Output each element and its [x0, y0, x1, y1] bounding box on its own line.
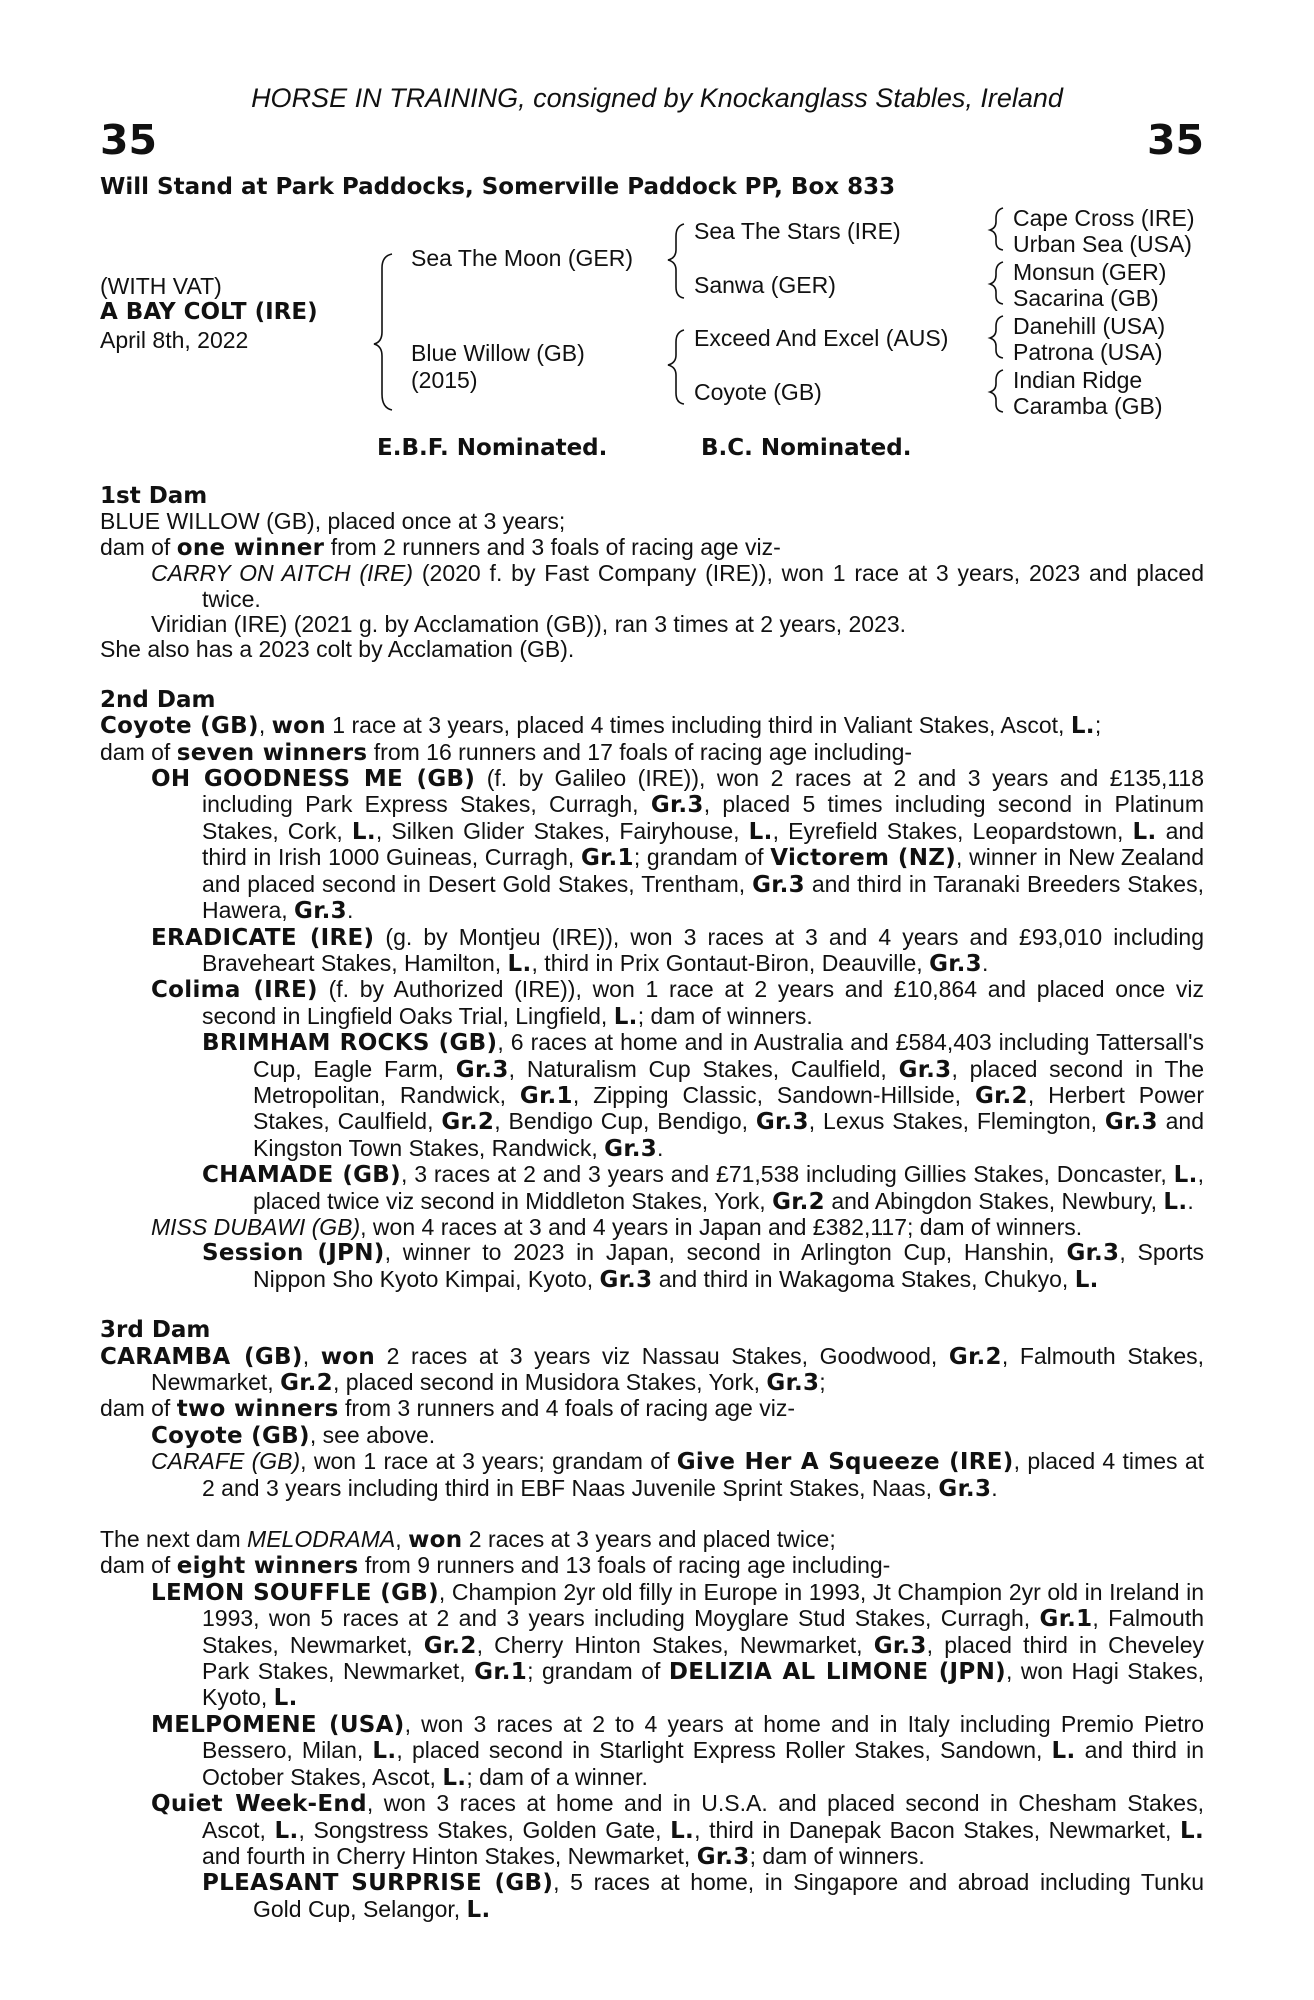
ped-sacarina: Sacarina (GB)	[1013, 285, 1159, 311]
first-dam-produce-summary: dam of one winner from 2 runners and 3 foals of racing age viz-	[100, 533, 781, 561]
ped-urban-sea: Urban Sea (USA)	[1013, 231, 1192, 257]
stand-location: Will Stand at Park Paddocks, Somerville Paddock PP, Box 833	[100, 174, 896, 200]
third-dam-heading: 3rd Dam	[100, 1317, 211, 1344]
second-dam-heading: 2nd Dam	[100, 686, 216, 713]
dam-sire: Exceed And Excel (AUS)	[694, 325, 949, 351]
catalogue-body	[100, 484, 1204, 1923]
bc-nominated: B.C. Nominated.	[701, 435, 912, 461]
second-dam-produce-summary: dam of seven winners from 16 runners and 17 foals of racing age including-	[100, 738, 913, 766]
lot-number-right: 35	[1146, 116, 1204, 164]
dam: Blue Willow (GB)	[411, 340, 585, 366]
sire: Sea The Moon (GER)	[411, 245, 634, 271]
dam-year: (2015)	[411, 367, 478, 393]
next-dam-melodrama: The next dam MELODRAMA, won 2 races at 3 years and placed twice;	[100, 1526, 836, 1554]
ebf-nominated: E.B.F. Nominated.	[377, 435, 608, 461]
produce-session: Session (JPN), winner to 2023 in Japan, second in Arlington Cup, Hanshin, Gr.3, Sports Nippon Sho Kyoto Kimpai, Kyoto, Gr.3 and third in Wakagoma Stakes, Chukyo, L.	[202, 1239, 1204, 1293]
produce-lemon-souffle: LEMON SOUFFLE (GB), Champion 2yr old filly in Europe in 1993, Jt Champion 2yr old in Ireland in 1993, won 5 races at 2 and 3 years including Moyglare Stud Stakes, Curragh, Gr.1, Falmouth Stakes, Newmarket, Gr.2, Cherry Hinton Stakes, Newmarket, Gr.3, placed third in Cheveley Park Stakes, Newmarket, Gr.1; grandam of DELIZIA AL LIMONE (JPN), won Hagi Stakes, Kyoto, L.	[151, 1578, 1205, 1712]
first-dam-also: She also has a 2023 colt by Acclamation (GB).	[100, 636, 575, 663]
third-dam-caramba: CARAMBA (GB), won 2 races at 3 years viz Nassau Stakes, Goodwood, Gr.2, Falmouth Stakes, Newmarket, Gr.2, placed second in Musidora Stakes, York, Gr.3;	[100, 1342, 1205, 1396]
consignor-header: HORSE IN TRAINING, consigned by Knockanglass Stables, Ireland	[251, 83, 1063, 113]
ped-danehill: Danehill (USA)	[1013, 313, 1166, 339]
next-dam-produce-summary: dam of eight winners from 9 runners and 13 foals of racing age including-	[100, 1552, 891, 1580]
ped-monsun: Monsun (GER)	[1013, 259, 1167, 285]
ped-caramba: Caramba (GB)	[1013, 393, 1163, 419]
horse-name: A BAY COLT (IRE)	[100, 299, 318, 325]
lot-number-left: 35	[100, 116, 158, 164]
produce-eradicate: ERADICATE (IRE) (g. by Montjeu (IRE)), won 3 races at 3 and 4 years and £93,010 including Braveheart Stakes, Hamilton, L., third in Prix Gontaut-Biron, Deauville, Gr.3.	[151, 923, 1204, 977]
sire-dam: Sanwa (GER)	[694, 272, 836, 298]
ped-patrona: Patrona (USA)	[1013, 339, 1163, 365]
ped-indian-ridge: Indian Ridge	[1013, 367, 1143, 393]
produce-chamade: CHAMADE (GB), 3 races at 2 and 3 years and £71,538 including Gillies Stakes, Doncaster, L., placed twice viz second in Middleton Stakes, York, Gr.2 and Abingdon Stakes, Newbury, L..	[202, 1161, 1204, 1215]
produce-quiet-week-end: Quiet Week-End, won 3 races at home and in U.S.A. and placed second in Chesham Stakes, Ascot, L., Songstress Stakes, Golden Gate, L., third in Danepak Bacon Stakes, Newmarket, L. and fourth in Cherry Hinton Stakes, Newmarket, Gr.3; dam of winners.	[151, 1790, 1204, 1870]
ped-cape-cross: Cape Cross (IRE)	[1013, 205, 1195, 231]
produce-coyote: Coyote (GB), see above.	[151, 1421, 436, 1449]
produce-melpomene: MELPOMENE (USA), won 3 races at 2 to 4 years at home and in Italy including Premio Pietro Bessero, Milan, L., placed second in Starlight Express Roller Stakes, Sandown, L. and third in October Stakes, Ascot, L.; dam of a winner.	[151, 1710, 1204, 1791]
second-dam-coyote: Coyote (GB), won 1 race at 3 years, placed 4 times including third in Valiant Stakes, Ascot, L.;	[100, 712, 1102, 740]
produce-carafe: CARAFE (GB), won 1 race at 3 years; grandam of Give Her A Squeeze (IRE), placed 4 times at 2 and 3 years including third in EBF Naas Juvenile Sprint Stakes, Naas, Gr.3.	[151, 1448, 1204, 1502]
produce-viridian: Viridian (IRE) (2021 g. by Acclamation (GB)), ran 3 times at 2 years, 2023.	[151, 611, 907, 638]
foaling-date: April 8th, 2022	[100, 327, 249, 353]
first-dam-heading: 1st Dam	[100, 483, 208, 509]
produce-oh-goodness-me: OH GOODNESS ME (GB) (f. by Galileo (IRE)), won 2 races at 2 and 3 years and £135,118 including Park Express Stakes, Curragh, Gr.3, placed 5 times including second in Platinum Stakes, Cork, L., Silken Glider Stakes, Fairyhouse, L., Eyrefield Stakes, Leopardstown, L. and third in Irish 1000 Guineas, Curragh, Gr.1; grandam of Victorem (NZ), winner in New Zealand and placed second in Desert Gold Stakes, Trentham, Gr.3 and third in Taranaki Breeders Stakes, Hawera, Gr.3.	[151, 765, 1205, 925]
sire-sire: Sea The Stars (IRE)	[694, 218, 901, 244]
vat-note: (WITH VAT)	[100, 273, 222, 299]
produce-brimham-rocks: BRIMHAM ROCKS (GB), 6 races at home and in Australia and £584,403 including Tattersall's Cup, Eagle Farm, Gr.3, Naturalism Cup Stakes, Caulfield, Gr.3, placed second in The Metropolitan, Randwick, Gr.1, Zipping Classic, Sandown-Hillside, Gr.2, Herbert Power Stakes, Caulfield, Gr.2, Bendigo Cup, Bendigo, Gr.3, Lexus Stakes, Flemington, Gr.3 and Kingston Town Stakes, Randwick, Gr.3.	[202, 1029, 1205, 1162]
produce-miss-dubawi: MISS DUBAWI (GB), won 4 races at 3 and 4 years in Japan and £382,117; dam of winners.	[151, 1213, 1083, 1240]
first-dam-line: BLUE WILLOW (GB), placed once at 3 years;	[100, 508, 566, 535]
produce-carry-on-aitch: CARRY ON AITCH (IRE) (2020 f. by Fast Company (IRE)), won 1 race at 3 years, 2023 and placed twice.	[151, 560, 1205, 612]
third-dam-produce-summary: dam of two winners from 3 runners and 4 foals of racing age viz-	[100, 1395, 795, 1423]
produce-pleasant-surprise: PLEASANT SURPRISE (GB), 5 races at home, in Singapore and abroad including Tunku Gold Cup, Selangor, L.	[202, 1869, 1204, 1923]
produce-colima: Colima (IRE) (f. by Authorized (IRE)), won 1 race at 2 years and £10,864 and placed once viz second in Lingfield Oaks Trial, Lingfield, L.; dam of winners.	[151, 976, 1204, 1030]
dam-dam: Coyote (GB)	[694, 379, 822, 405]
